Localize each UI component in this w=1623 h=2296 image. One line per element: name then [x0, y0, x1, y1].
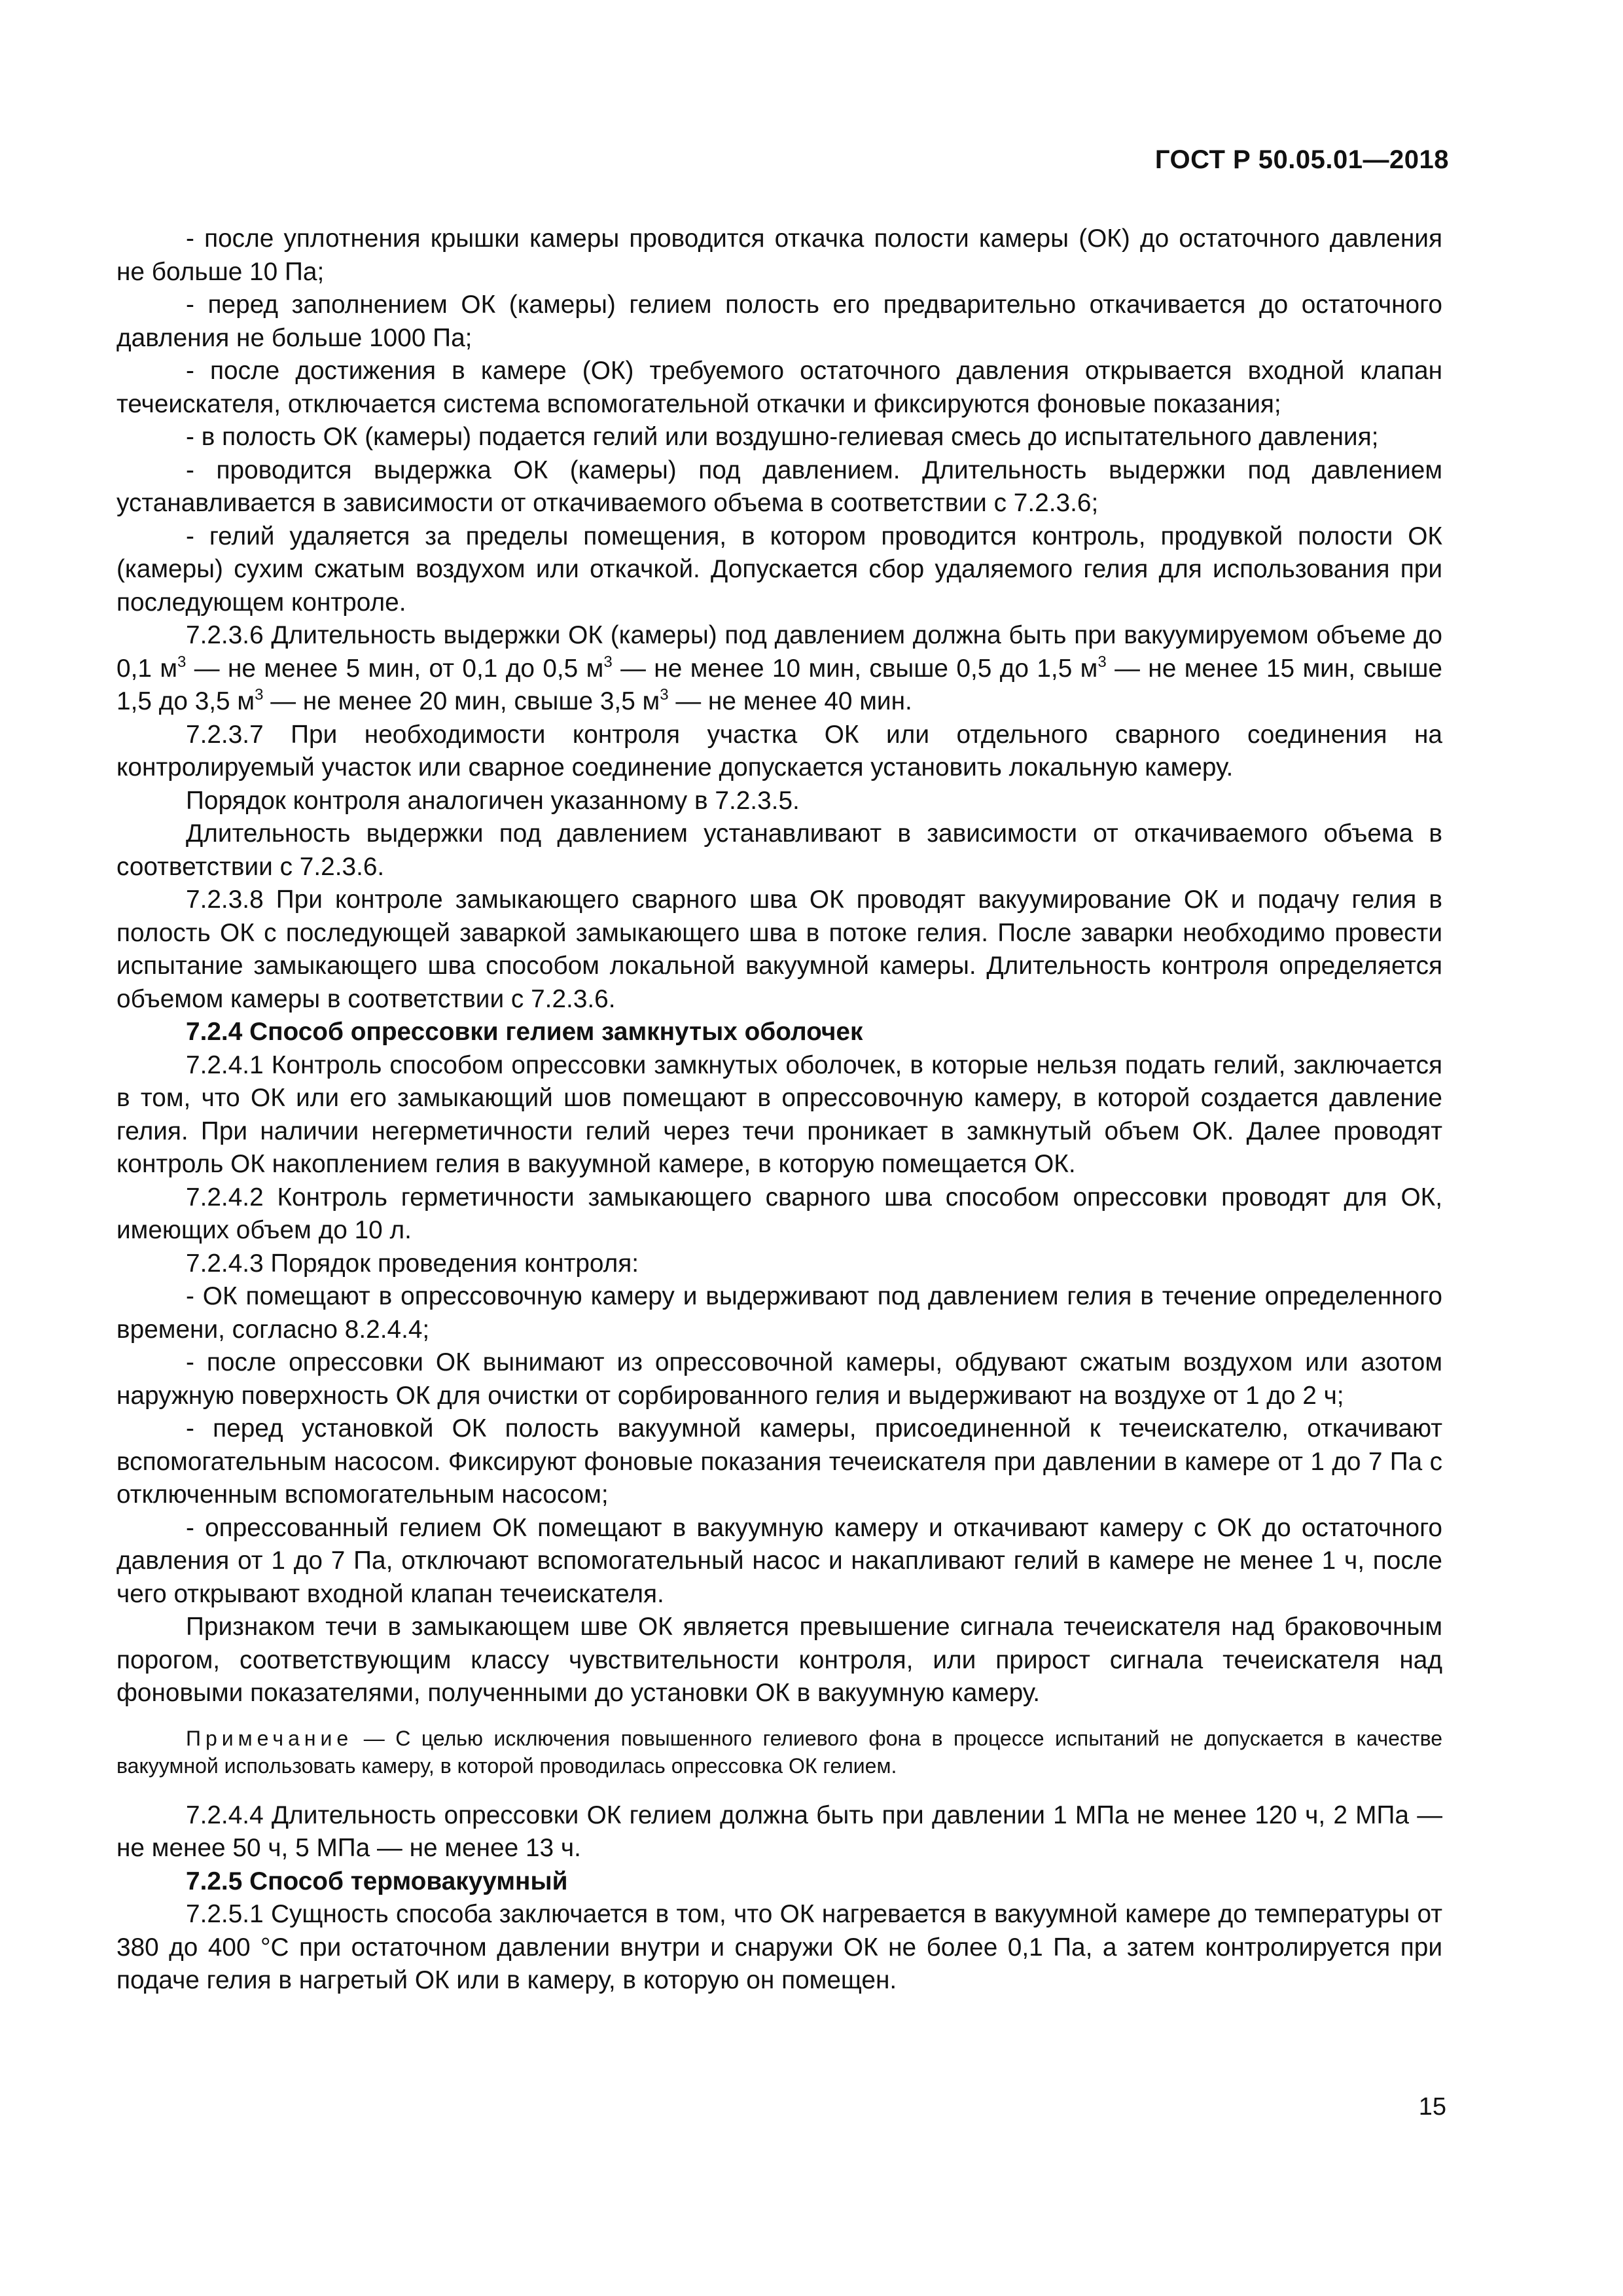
paragraph-7-2-3-6 — [116, 619, 1442, 719]
paragraph: 7.2.3.8 При контроле замыкающего сварного шва ОК проводят вакуумирование ОК и подачу гелия в полость ОК с последующей заваркой замыкающего шва в потоке гелия. После заварки необходимо провести испытание замыкающего шва способом локальной вакуумной камеры. Длительность контроля определяется объемом камеры в соответствии с 7.2.3.6. — [116, 886, 1442, 1013]
text-run: 7.2.3.6 Длительность выдержки ОК (камеры) под давлением должна быть при вакуумируемом объеме до 0,1 м — [116, 621, 1442, 683]
section-heading-7-2-5: 7.2.5 Способ термовакуумный — [186, 1867, 568, 1895]
note-text: — С целью исключения повышенного гелиевого фона в процессе испытаний не допускается в качестве вакуумной использовать камеру, в которой проводилась опрессовка ОК гелием. — [116, 1726, 1442, 1778]
document-body — [116, 223, 1442, 1998]
paragraph: Признаком течи в замыкающем шве ОК является превышение сигнала течеискателя над браковочным порогом, соответствующим классу чувствительности контроля, или прирост сигнала течеискателя над фоновыми показателями, полученными до установки ОК в вакуумную камеру. — [116, 1613, 1442, 1707]
paragraph: - после опрессовки ОК вынимают из опрессовочной камеры, обдувают сжатым воздухом или азотом наружную поверхность ОК для очистки от сорбированного гелия и выдерживают на воздухе от 1 до 2 ч; — [116, 1348, 1442, 1410]
note — [116, 1725, 1442, 1780]
paragraph: - опрессованный гелием ОК помещают в вакуумную камеру и откачивают камеру с ОК до остаточного давления от 1 до 7 Па, отключают вспомогательный насос и накапливают гелий в камере не менее 1 ч, после чего открывают входной клапан течеискателя. — [116, 1513, 1442, 1608]
document-header: ГОСТ Р 50.05.01—2018 — [1154, 145, 1449, 174]
text-run: — не менее 15 мин, свыше 1,5 до 3,5 м — [116, 654, 1443, 715]
text-run: — не менее 10 мин, свыше 0,5 до 1,5 м — [612, 654, 1098, 683]
paragraph: - перед установкой ОК полость вакуумной камеры, присоединенной к течеискателю, откачивают вспомогательным насосом. Фиксируют фоновые показания течеискателя при давлении в камере от 1 до 7 Па с отключенным вспомогательным насосом; — [116, 1414, 1442, 1509]
paragraph: Порядок контроля аналогичен указанному в 7.2.3.5. — [186, 786, 800, 815]
superscript: 3 — [660, 686, 669, 704]
paragraph: 7.2.3.7 При необходимости контроля участка ОК или отдельного сварного соединения на контролируемый участок или сварное соединение допускается установить локальную камеру. — [116, 720, 1442, 781]
superscript: 3 — [1097, 653, 1107, 671]
paragraph: - в полость ОК (камеры) подается гелий или воздушно-гелиевая смесь до испытательного давления; — [186, 423, 1379, 451]
paragraph-7-2-4-4: 7.2.4.4 Длительность опрессовки ОК гелием должна быть при давлении 1 МПа не менее 120 ч, 2 МПа — не менее 50 ч, 5 МПа — не менее 13 ч. — [116, 1801, 1442, 1862]
paragraph: - перед заполнением ОК (камеры) гелием полость его предварительно откачивается до остаточного давления не больше 1000 Па; — [116, 291, 1442, 352]
paragraph: - ОК помещают в опрессовочную камеру и выдерживают под давлением гелия в течение определенного времени, согласно 8.2.4.4; — [116, 1282, 1442, 1344]
page-number: 15 — [1418, 2093, 1446, 2121]
paragraph: - гелий удаляется за пределы помещения, в котором проводится контроль, продувкой полости ОК (камеры) сухим сжатым воздухом или откачкой. Допускается сбор удаляемого гелия для использования при последующем контроле. — [116, 522, 1442, 617]
paragraph: 7.2.4.3 Порядок проведения контроля: — [186, 1249, 639, 1278]
note-label: Примечание — [186, 1726, 353, 1750]
text-run: — не менее 40 мин. — [668, 687, 912, 715]
superscript: 3 — [177, 653, 187, 671]
paragraph: - после достижения в камере (ОК) требуемого остаточного давления открывается входной клапан течеискателя, отключается система вспомогательной откачки и фиксируются фоновые показания; — [116, 357, 1442, 418]
section-heading-7-2-4: 7.2.4 Способ опрессовки гелием замкнутых оболочек — [186, 1018, 863, 1046]
superscript: 3 — [255, 686, 264, 704]
text-run: — не менее 20 мин, свыше 3,5 м — [263, 687, 660, 715]
paragraph: Длительность выдержки под давлением устанавливают в зависимости от откачиваемого объема в соответствии с 7.2.3.6. — [116, 819, 1442, 881]
paragraph: 7.2.4.2 Контроль герметичности замыкающего сварного шва способом опрессовки проводят для ОК, имеющих объем до 10 л. — [116, 1183, 1442, 1244]
paragraph: - проводится выдержка ОК (камеры) под давлением. Длительность выдержки под давлением устанавливается в зависимости от откачиваемого объема в соответствии с 7.2.3.6; — [116, 456, 1442, 517]
paragraph: - после уплотнения крышки камеры проводится откачка полости камеры (ОК) до остаточного давления не больше 10 Па; — [116, 224, 1442, 286]
paragraph-7-2-5-1: 7.2.5.1 Сущность способа заключается в том, что ОК нагревается в вакуумной камере до температуры от 380 до 400 °С при остаточном давлении внутри и снаружи ОК не более 0,1 Па, а затем контролируется при подаче гелия в нагретый ОК или в камеру, в которую он помещен. — [116, 1900, 1442, 1994]
paragraph: 7.2.4.1 Контроль способом опрессовки замкнутых оболочек, в которые нельзя подать гелий, заключается в том, что ОК или его замыкающий шов помещают в опрессовочную камеру, в которой создается давление гелия. При наличии негерметичности гелий через течи проникает в замкнутый объем ОК. Далее проводят контроль ОК накоплением гелия в вакуумной камере, в которую помещается ОК. — [116, 1050, 1442, 1178]
text-run: — не менее 5 мин, от 0,1 до 0,5 м — [186, 654, 604, 683]
superscript: 3 — [603, 653, 613, 671]
